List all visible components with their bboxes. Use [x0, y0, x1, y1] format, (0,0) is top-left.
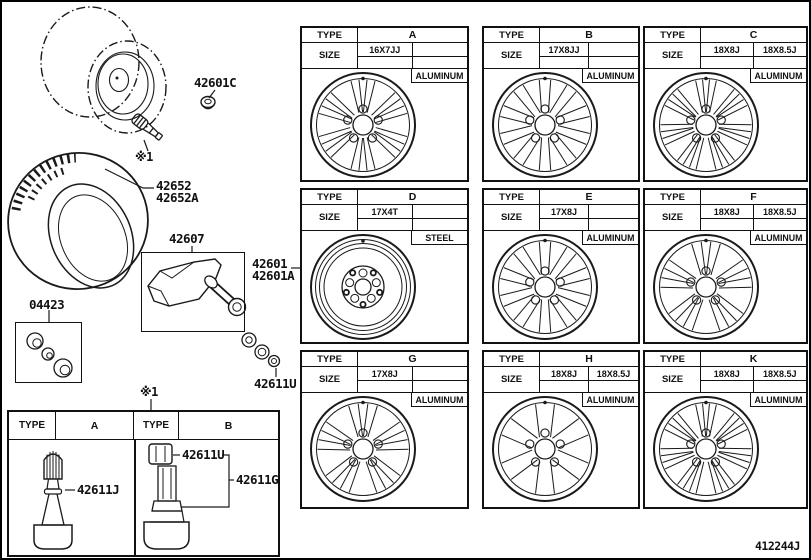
size-value-4: [413, 381, 468, 392]
valve-nut-parts: [242, 333, 280, 367]
size-value-3: [701, 57, 754, 68]
tire-drawing: [2, 140, 161, 302]
wheel-type-block-g: [300, 350, 469, 509]
material-label: ALUMINUM: [750, 230, 807, 245]
size-value-2: 18X8.5J: [754, 43, 807, 57]
size-value-4: [589, 219, 638, 230]
size-header: SIZE: [302, 367, 358, 392]
type-letter: E: [585, 191, 593, 203]
type-header: TYPE: [302, 190, 358, 204]
size-value-2: [589, 43, 638, 57]
callout-valve-cap: 42601C: [194, 75, 237, 90]
callout-tire-a: 42652A: [156, 190, 199, 205]
size-value-4: [754, 381, 807, 392]
size-value-3: [358, 381, 413, 392]
wheel-illustration: [302, 69, 467, 180]
size-value-4: [413, 57, 468, 68]
callout-wheel: 42601: [252, 256, 288, 271]
callout-valve-type-a: 42611J: [77, 482, 120, 497]
wheel-type-block-k: [643, 350, 808, 509]
size-value-1: 18X8J: [701, 367, 754, 381]
wheel-phantom-face: [96, 52, 154, 120]
wheel-type-block-d: [300, 188, 469, 344]
wheel-illustration: [645, 231, 806, 342]
material-label: ALUMINUM: [411, 392, 468, 407]
wheel-phantom-drawing: [41, 7, 166, 133]
type-header: TYPE: [484, 28, 540, 42]
size-value-1: 17X8J: [358, 367, 413, 381]
callout-wheel-a: 42601A: [252, 268, 295, 283]
type-header: TYPE: [484, 352, 540, 366]
callout-cap-kit: 04423: [29, 297, 65, 312]
size-value-4: [754, 57, 807, 68]
type-header: TYPE: [645, 352, 701, 366]
size-header: SIZE: [645, 43, 701, 68]
ref-mark-top: ※1: [135, 150, 153, 164]
wheel-illustration: [484, 393, 638, 507]
material-label: ALUMINUM: [582, 230, 639, 245]
type-letter: B: [585, 29, 593, 41]
ref-mark-bottom: ※1: [140, 385, 158, 399]
size-value-1: 18X8J: [701, 205, 754, 219]
size-header: SIZE: [484, 367, 540, 392]
size-value-2: 18X8.5J: [754, 367, 807, 381]
type-letter: C: [749, 29, 758, 41]
size-header: SIZE: [484, 205, 540, 230]
size-header: SIZE: [484, 43, 540, 68]
size-value-3: [540, 381, 589, 392]
valve-type-letter-a: A: [56, 412, 134, 439]
valve-type-header-b: TYPE: [134, 412, 179, 439]
material-label: STEEL: [411, 230, 468, 245]
wheel-illustration: [484, 69, 638, 180]
size-value-3: [540, 57, 589, 68]
valve-stem-part: [131, 113, 165, 143]
wheel-illustration: [484, 231, 638, 342]
figure-code: 412244J: [755, 539, 800, 553]
sensor-kit-box: [141, 252, 245, 332]
type-header: TYPE: [302, 28, 358, 42]
wheel-illustration: [645, 393, 806, 507]
size-value-3: [358, 57, 413, 68]
valve-table-header: [9, 412, 278, 440]
size-value-1: 16X7JJ: [358, 43, 413, 57]
size-value-1: 18X8J: [701, 43, 754, 57]
size-value-2: 18X8.5J: [589, 367, 638, 381]
size-header: SIZE: [645, 205, 701, 230]
callout-valve-type-b: 42611G: [236, 472, 279, 487]
type-letter: G: [408, 353, 417, 365]
material-label: ALUMINUM: [750, 68, 807, 83]
valve-cap-part: [201, 97, 215, 109]
size-value-2: 18X8.5J: [754, 205, 807, 219]
type-header: TYPE: [645, 190, 701, 204]
valve-table-divider: [134, 440, 136, 555]
cap-kit-box: [15, 322, 82, 383]
valve-type-letter-b: B: [224, 419, 233, 432]
valve-table-body: [9, 440, 278, 555]
size-header: SIZE: [645, 367, 701, 392]
size-value-4: [754, 219, 807, 230]
wheel-type-block-e: [482, 188, 640, 344]
material-label: ALUMINUM: [582, 392, 639, 407]
material-label: ALUMINUM: [750, 392, 807, 407]
size-header: SIZE: [302, 205, 358, 230]
size-value-4: [589, 57, 638, 68]
size-value-3: [701, 381, 754, 392]
size-value-1: 17X4T: [358, 205, 413, 219]
size-header: SIZE: [302, 43, 358, 68]
wheel-type-block-h: [482, 350, 640, 509]
callout-valve-nut: 42611U: [254, 376, 297, 391]
valve-type-header-a: TYPE: [9, 412, 56, 439]
size-value-1: 17X8J: [540, 205, 589, 219]
wheel-illustration: [302, 393, 467, 507]
material-label: ALUMINUM: [411, 68, 468, 83]
wheel-type-block-f: [643, 188, 808, 344]
size-value-2: [413, 43, 468, 57]
type-letter: H: [585, 353, 593, 365]
type-letter: K: [749, 353, 758, 365]
type-letter: F: [750, 191, 757, 203]
callout-tire: 42652: [156, 178, 192, 193]
wheel-type-block-a: [300, 26, 469, 182]
size-value-3: [358, 219, 413, 230]
size-value-2: [413, 367, 468, 381]
type-letter: A: [408, 29, 417, 41]
size-value-3: [701, 219, 754, 230]
material-label: ALUMINUM: [582, 68, 639, 83]
wheel-type-block-c: [643, 26, 808, 182]
size-value-1: 17X8JJ: [540, 43, 589, 57]
size-value-3: [540, 219, 589, 230]
type-header: TYPE: [302, 352, 358, 366]
wheel-illustration: [302, 231, 467, 342]
callout-valve-type-b-cap: 42611U: [182, 447, 225, 462]
type-header: TYPE: [645, 28, 701, 42]
type-letter: D: [408, 191, 417, 203]
size-value-4: [413, 219, 468, 230]
callout-sensor-kit: 42607: [169, 231, 205, 246]
wheel-illustration: [645, 69, 806, 180]
wheel-type-block-b: [482, 26, 640, 182]
size-value-2: [589, 205, 638, 219]
size-value-4: [589, 381, 638, 392]
size-value-1: 18X8J: [540, 367, 589, 381]
type-header: TYPE: [484, 190, 540, 204]
size-value-2: [413, 205, 468, 219]
